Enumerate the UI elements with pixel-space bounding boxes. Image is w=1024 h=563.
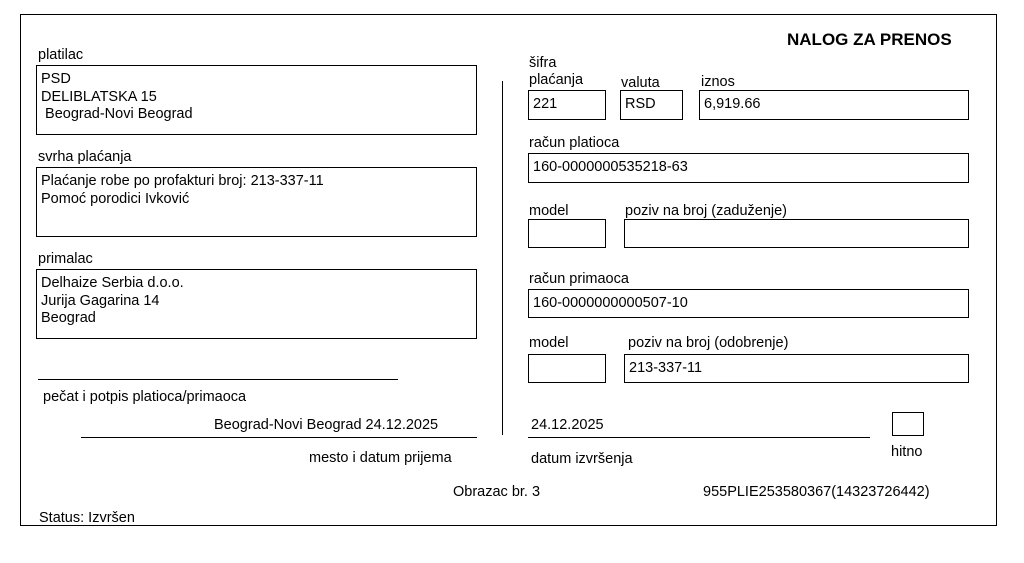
place-date-line <box>81 437 477 438</box>
purpose-field[interactable] <box>36 167 477 237</box>
recipient-field[interactable] <box>36 269 477 339</box>
payment-code-label-1: šifra <box>529 55 557 71</box>
execution-date-line <box>528 437 870 438</box>
recipient-name: Delhaize Serbia d.o.o. <box>41 275 184 291</box>
amount-value: 6,919.66 <box>704 96 761 112</box>
place-date-value: Beograd-Novi Beograd 24.12.2025 <box>214 417 439 433</box>
recipient-account-value: 160-0000000000507-10 <box>533 295 688 311</box>
signature-line <box>38 379 398 380</box>
column-divider <box>502 81 503 435</box>
credit-reference-value: 213-337-11 <box>629 360 703 376</box>
currency-field[interactable] <box>620 90 683 120</box>
recipient-account-field[interactable] <box>528 289 969 318</box>
purpose-line-1: Plaćanje robe po profakturi broj: 213-337-11 <box>41 173 324 189</box>
payer-account-field[interactable] <box>528 153 969 183</box>
payer-street: DELIBLATSKA 15 <box>41 88 157 105</box>
form-number: Obrazac br. 3 <box>453 484 541 500</box>
form-title: NALOG ZA PRENOS <box>787 30 952 49</box>
currency-value: RSD <box>625 96 656 112</box>
payer-city: Beograd-Novi Beograd <box>41 106 193 122</box>
place-date-label: mesto i datum prijema <box>309 450 452 466</box>
recipient-city: Beograd <box>41 310 96 326</box>
debit-reference-label: poziv na broj (zaduženje) <box>625 203 788 219</box>
purpose-line-2: Pomoć porodici Ivković <box>41 190 190 207</box>
payer-account-value: 160-0000000535218-63 <box>533 159 688 175</box>
purpose-label: svrha plaćanja <box>38 149 132 165</box>
stamp-signature-label: pečat i potpis platioca/primaoca <box>43 389 247 405</box>
credit-reference-label: poziv na broj (odobrenje) <box>628 335 789 351</box>
recipient-label: primalac <box>38 251 93 267</box>
payment-code-field[interactable] <box>528 90 606 120</box>
status-text: Status: Izvršen <box>39 510 135 526</box>
payment-code-label-2: plaćanja <box>529 72 584 88</box>
credit-model-field[interactable] <box>528 354 606 383</box>
payer-name: PSD <box>41 71 71 87</box>
amount-field[interactable] <box>699 90 969 120</box>
payment-order-form <box>20 14 997 526</box>
debit-reference-field[interactable] <box>624 219 969 248</box>
recipient-account-label: račun primaoca <box>529 271 629 287</box>
urgent-label: hitno <box>891 444 923 460</box>
recipient-street: Jurija Gagarina 14 <box>41 292 160 309</box>
payer-label: platilac <box>38 47 84 63</box>
payer-account-label: račun platioca <box>529 135 620 151</box>
payer-field[interactable] <box>36 65 477 135</box>
currency-label: valuta <box>621 75 660 91</box>
payment-code-value: 221 <box>533 96 558 112</box>
credit-model-label: model <box>529 335 569 351</box>
execution-date-label: datum izvršenja <box>531 451 633 467</box>
execution-date-value: 24.12.2025 <box>531 417 604 433</box>
debit-model-label: model <box>529 203 569 219</box>
debit-model-field[interactable] <box>528 219 606 248</box>
transaction-id: 955PLIE253580367(14323726442) <box>703 484 930 500</box>
credit-reference-field[interactable] <box>624 354 969 383</box>
urgent-checkbox[interactable] <box>892 412 924 436</box>
amount-label: iznos <box>701 74 735 90</box>
